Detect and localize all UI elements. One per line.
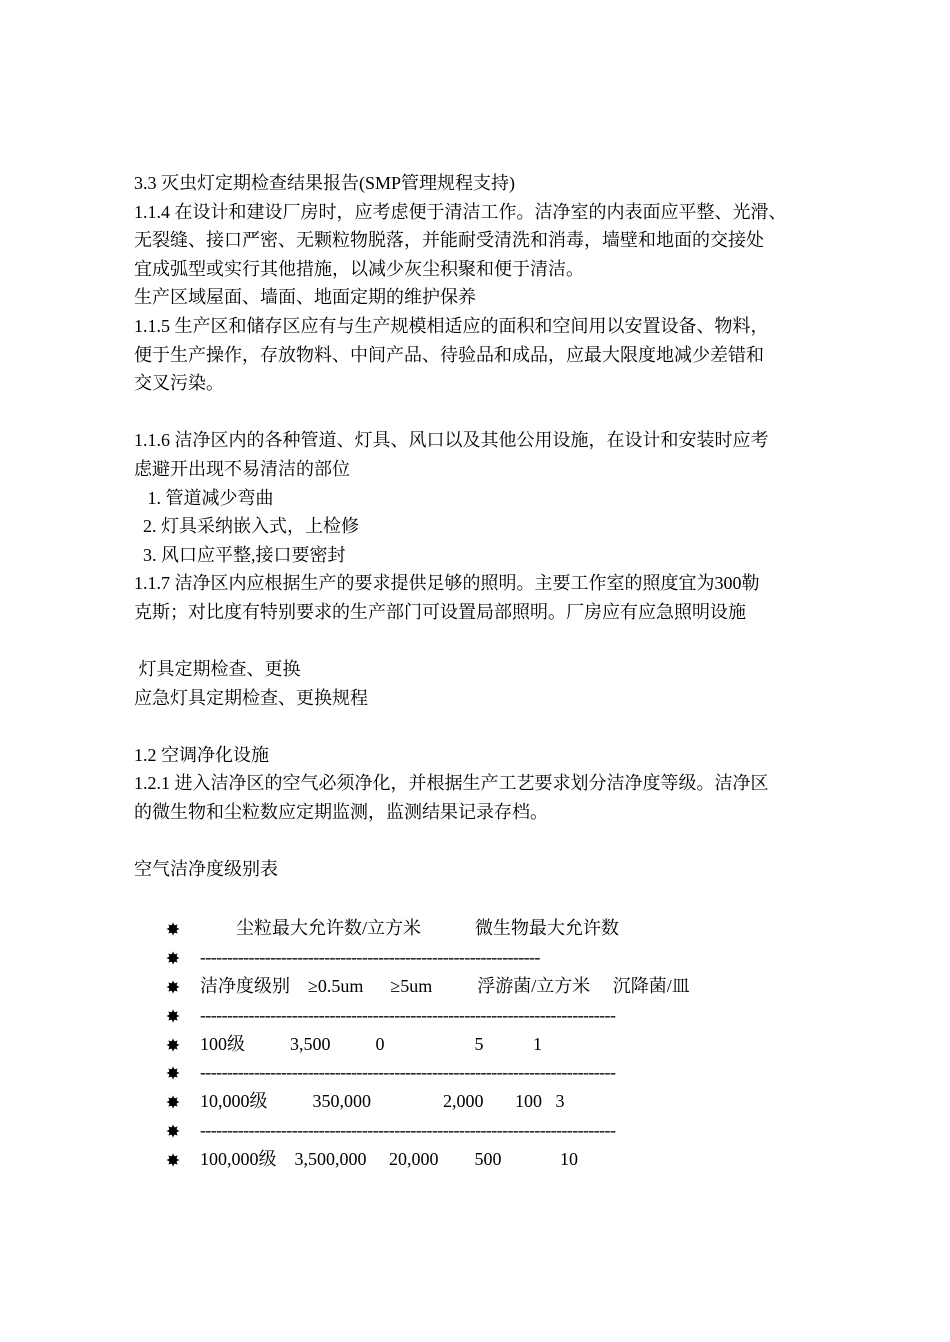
table-list-item [166,1116,806,1145]
star-bullet-icon [166,1095,180,1109]
blank-line [134,627,834,656]
table-caption: 空气洁净度级别表 [134,859,278,880]
paragraph-line: 1.2.1 进入洁净区的空气必须净化，并根据生产工艺要求划分洁净度等级。洁净区 [134,773,769,794]
table-list-item [166,1058,806,1087]
paragraph-line: 1.1.6 洁净区内的各种管道、灯具、风口以及其他公用设施，在设计和安装时应考 [134,430,769,451]
table-separator: ----------------------------------------------------------------------------- [200,1062,616,1083]
paragraph-line: 的微生物和尘粒数应定期监测，监测结果记录存档。 [134,802,548,823]
table-list-item [166,972,806,1001]
table-list-item [166,943,806,972]
table-list-item [166,914,806,943]
document-body [134,169,834,884]
blank-line [134,398,834,427]
table-list-item [166,1145,806,1174]
paragraph-line: 1.1.7 洁净区内应根据生产的要求提供足够的照明。主要工作室的照度宜为300勒 [134,573,760,594]
section-heading-3-3: 3.3 灭虫灯定期检查结果报告(SMP管理规程支持) [134,173,516,193]
paragraph-line: 虑避开出现不易清洁的部位 [134,458,350,479]
table-row-text: 洁净度级别 ≥0.5um ≥5um 浮游菌/立方米 沉降菌/皿 [200,975,690,996]
star-bullet-icon [166,951,180,965]
table-separator: --------------------------------------------------------------- [200,946,540,967]
table-separator: ----------------------------------------------------------------------------- [200,1120,616,1141]
section-heading-1-2: 1.2 空调净化设施 [134,744,269,765]
table-list-item [166,1087,806,1116]
paragraph-line: 克斯；对比度有特别要求的生产部门可设置局部照明。厂房应有应急照明设施 [134,601,746,622]
table-separator: ----------------------------------------------------------------------------- [200,1004,616,1025]
table-list-item [166,1030,806,1059]
paragraph-line: 灯具定期检查、更换 [134,659,301,680]
paragraph-line: 宜成弧型或实行其他措施，以减少灰尘积聚和便于清洁。 [134,258,584,279]
numbered-item: 3. 风口应平整,接口要密封 [134,544,346,565]
paragraph-line: 应急灯具定期检查、更换规程 [134,687,368,708]
numbered-item: 1. 管道减少弯曲 [134,487,274,508]
star-bullet-icon [166,922,180,936]
table-list-item [166,1001,806,1030]
star-bullet-icon [166,1066,180,1080]
blank-line [134,827,834,856]
star-bullet-icon [166,1124,180,1138]
star-bullet-icon [166,1009,180,1023]
star-bullet-icon [166,1038,180,1052]
paragraph-line: 生产区域屋面、墙面、地面定期的维护保养 [134,287,476,308]
cleanliness-table-list [166,914,806,1174]
paragraph-line: 1.1.5 生产区和储存区应有与生产规模相适应的面积和空间用以安置设备、物料， [134,315,769,336]
paragraph-line: 便于生产操作，存放物料、中间产品、待验品和成品，应最大限度地减少差错和 [134,344,764,365]
numbered-item: 2. 灯具采纳嵌入式，上检修 [134,516,359,537]
table-row-text: 尘粒最大允许数/立方米 微生物最大允许数 [200,918,619,938]
star-bullet-icon [166,980,180,994]
table-row-text: 100,000级 3,500,000 20,000 500 10 [200,1149,578,1170]
paragraph-line: 无裂缝、接口严密、无颗粒物脱落，并能耐受清洗和消毒，墙壁和地面的交接处 [134,230,764,251]
paragraph-line: 1.1.4 在设计和建设厂房时，应考虑便于清洁工作。洁净室的内表面应平整、光滑、 [134,201,787,222]
paragraph-line: 交叉污染。 [134,373,224,394]
blank-line [134,712,834,741]
table-row-text: 10,000级 350,000 2,000 100 3 [200,1091,565,1112]
table-row-text: 100级 3,500 0 5 1 [200,1033,542,1054]
star-bullet-icon [166,1153,180,1167]
